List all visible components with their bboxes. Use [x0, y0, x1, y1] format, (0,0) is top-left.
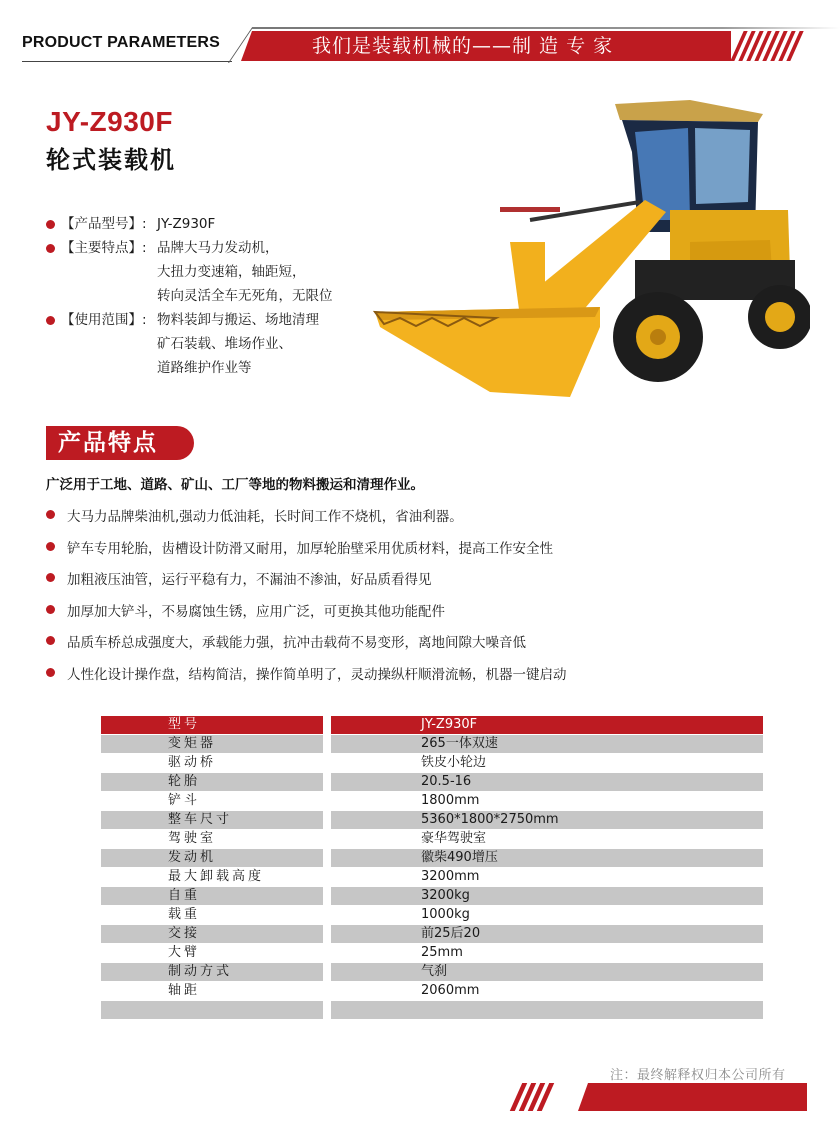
table-row: [101, 868, 763, 887]
footer-banner: [578, 1083, 807, 1111]
footer-stripe-decoration: [516, 1083, 548, 1111]
table-row: [101, 1001, 763, 1020]
spec-row: [46, 212, 333, 236]
cell-key: [101, 1001, 323, 1019]
feature-text: 人性化设计操作盘，结构简洁，操作简单明了，灵动操纵杆顺滑流畅，机器一键启动: [67, 666, 567, 683]
cell-key: 驾驶室: [101, 830, 323, 848]
cell-value: 265一体双速: [331, 735, 763, 753]
feature-item: [46, 568, 567, 600]
cell-value: 豪华驾驶室: [331, 830, 763, 848]
features-intro: 广泛用于工地、道路、矿山、工厂等地的物料搬运和清理作业。: [46, 477, 424, 493]
section-title: PRODUCT PARAMETERS: [22, 34, 220, 51]
table-row: [101, 906, 763, 925]
product-name: 轮式装载机: [46, 146, 176, 174]
bullet-icon: [46, 244, 55, 253]
table-row: [101, 944, 763, 963]
table-row: [101, 811, 763, 830]
spec-key: 【使用范围】:: [61, 312, 147, 328]
bullet-icon: [46, 668, 55, 677]
spec-row: [46, 308, 333, 380]
bullet-icon: [46, 636, 55, 645]
cell-value: 铁皮小轮边: [331, 754, 763, 772]
table-row: [101, 792, 763, 811]
table-row: [101, 963, 763, 982]
table-row: [101, 887, 763, 906]
feature-text: 品质车桥总成强度大，承载能力强，抗冲击载荷不易变形，离地间隙大噪音低: [67, 635, 526, 651]
table-row: [101, 982, 763, 1001]
cell-value: 2060mm: [331, 982, 763, 1000]
bullet-icon: [46, 542, 55, 551]
spec-value: 物料装卸与搬运、场地清理: [157, 312, 319, 328]
cell-key: 交接: [101, 925, 323, 943]
title-underline: [22, 61, 232, 62]
feature-item: [46, 631, 567, 663]
table-header-row: [101, 716, 763, 735]
cell-key: 变矩器: [101, 735, 323, 753]
cell-key: 轴距: [101, 982, 323, 1000]
spec-key: 【产品型号】:: [61, 216, 147, 232]
feature-item: [46, 600, 567, 632]
copyright-note: 注：最终解释权归本公司所有: [610, 1068, 786, 1083]
feature-text: 加粗液压油管，运行平稳有力，不漏油不渗油，好品质看得见: [67, 572, 432, 588]
cell-key: 铲斗: [101, 792, 323, 810]
cell-value: 25mm: [331, 944, 763, 962]
features-list: [46, 505, 567, 694]
wheel-loader-image: [370, 92, 810, 402]
cell-key: 大臂: [101, 944, 323, 962]
spec-value: 道路维护作业等: [157, 360, 252, 376]
cell-value: 徽柴490增压: [331, 849, 763, 867]
spec-table: [101, 716, 763, 1020]
slogan-text: 我们是装载机械的——制 造 专 家: [312, 35, 614, 57]
cell-key: 自重: [101, 887, 323, 905]
table-row: [101, 754, 763, 773]
feature-item: [46, 505, 567, 537]
table-row: [101, 849, 763, 868]
spec-summary: [46, 212, 333, 380]
feature-text: 大马力品牌柴油机,强动力低油耗，长时间工作不烧机，省油利器。: [67, 509, 463, 525]
feature-item: [46, 537, 567, 569]
spec-value: 矿石装载、堆场作业、: [157, 336, 292, 352]
cell-key: 最大卸载高度: [101, 868, 323, 886]
spec-value: 大扭力变速箱，轴距短，: [157, 264, 306, 280]
header-value: JY-Z930F: [331, 716, 763, 734]
spec-value: JY-Z930F: [157, 216, 216, 232]
table-row: [101, 735, 763, 754]
features-heading: 产品特点: [58, 430, 158, 456]
spec-value: 转向灵活全车无死角，无限位: [157, 288, 333, 304]
cell-value: 20.5-16: [331, 773, 763, 791]
cell-value: 1000kg: [331, 906, 763, 924]
cell-key: 驱动桥: [101, 754, 323, 772]
header-key: 型号: [101, 716, 323, 734]
spec-row: [46, 236, 333, 308]
cell-value: 5360*1800*2750mm: [331, 811, 763, 829]
cell-value: 3200kg: [331, 887, 763, 905]
cell-key: 轮胎: [101, 773, 323, 791]
bullet-icon: [46, 573, 55, 582]
header-rule: [252, 27, 840, 29]
bullet-icon: [46, 316, 55, 325]
spec-key: 【主要特点】:: [61, 240, 147, 256]
cell-value: 气刹: [331, 963, 763, 981]
cell-value: 1800mm: [331, 792, 763, 810]
table-row: [101, 773, 763, 792]
bullet-icon: [46, 510, 55, 519]
cell-value: 3200mm: [331, 868, 763, 886]
model-number: JY-Z930F: [46, 106, 173, 137]
stripe-decoration: [737, 31, 797, 61]
cell-key: 制动方式: [101, 963, 323, 981]
spec-value: 品牌大马力发动机，: [157, 240, 279, 256]
bullet-icon: [46, 220, 55, 229]
feature-item: [46, 663, 567, 695]
table-row: [101, 830, 763, 849]
feature-text: 加厚加大铲斗，不易腐蚀生锈，应用广泛，可更换其他功能配件: [67, 603, 445, 620]
cell-key: 整车尺寸: [101, 811, 323, 829]
cell-key: 发动机: [101, 849, 323, 867]
table-row: [101, 925, 763, 944]
cell-key: 载重: [101, 906, 323, 924]
cell-value: [331, 1001, 763, 1019]
feature-text: 铲车专用轮胎，齿槽设计防滑又耐用，加厚轮胎壁采用优质材料，提高工作安全性: [67, 540, 553, 557]
cell-value: 前25后20: [331, 925, 763, 943]
bullet-icon: [46, 605, 55, 614]
